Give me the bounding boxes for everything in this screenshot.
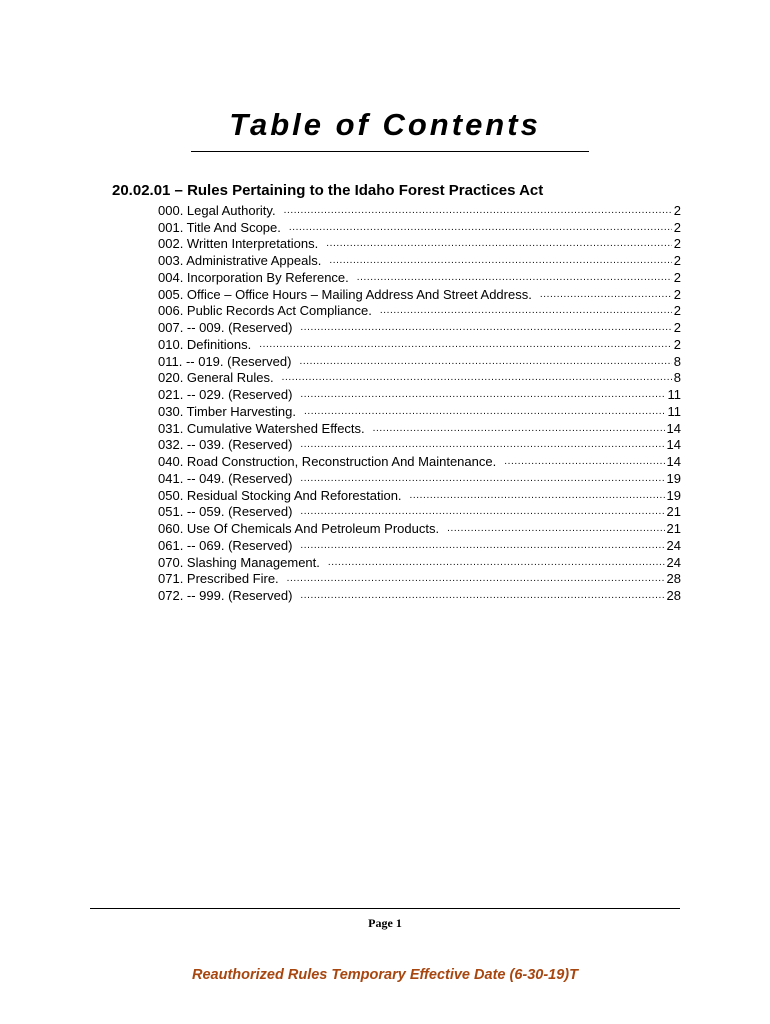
toc-entry[interactable] [158,571,681,588]
toc-entry-label: 070. Slashing Management. [158,554,320,570]
toc-leader-dots [304,404,665,420]
toc-entry-page: 2 [673,202,681,218]
toc-entry[interactable] [158,554,681,571]
toc-entry-page: 2 [673,269,681,285]
toc-entry-label: 060. Use Of Chemicals And Petroleum Products. [158,521,440,536]
toc-leader-dots [540,287,672,303]
chapter-heading: 20.02.01 – Rules Pertaining to the Idaho Forest Practices Act [112,182,544,199]
toc-leader-dots [289,220,672,236]
toc-entry-label: 021. -- 029. (Reserved) [158,387,293,402]
toc-entry-label: 061. -- 069. (Reserved) [158,537,293,553]
toc-entry-label: 006. Public Records Act Compliance. [158,303,372,319]
toc-leader-dots [357,270,672,286]
toc-entry-label: 004. Incorporation By Reference. [158,269,349,285]
toc-leader-dots [300,437,664,453]
toc-entry-label: 071. Prescribed Fire. [158,571,279,587]
toc-leader-dots [287,571,665,587]
toc-entry[interactable] [158,587,681,604]
toc-entry[interactable] [158,319,681,336]
toc-leader-dots [282,370,672,386]
toc-leader-dots [328,555,665,571]
toc-entry-label: 001. Title And Scope. [158,219,281,235]
toc-entry[interactable] [158,202,681,219]
toc-entry-label: 030. Timber Harvesting. [158,403,297,419]
toc-entry-label: 040. Road Construction, Reconstruction And Maintenance. [158,454,497,469]
toc-entry[interactable] [158,420,681,437]
toc-leader-dots [300,387,665,403]
toc-entry-label: 002. Written Interpretations. [158,236,319,252]
toc-entry[interactable] [158,470,681,487]
toc-entry-page: 8 [673,353,681,369]
toc-leader-dots [284,203,672,219]
toc-entry[interactable] [158,286,681,303]
toc-leader-dots [410,488,665,504]
toc-entry-page: 21 [666,504,681,520]
toc-entry[interactable] [158,370,681,387]
toc-entry-page: 21 [666,521,681,536]
toc-entry-label: 020. General Rules. [158,370,274,386]
toc-entry[interactable] [158,269,681,286]
toc-entry-label: 007. -- 009. (Reserved) [158,320,293,335]
toc-entry-page: 24 [666,554,681,570]
toc-entry-page: 2 [673,320,681,335]
toc-entry[interactable] [158,353,681,370]
toc-list [158,202,681,604]
toc-entry-page: 14 [666,454,681,469]
toc-entry-label: 011. -- 019. (Reserved) [158,353,292,369]
toc-leader-dots [300,588,664,604]
toc-leader-dots [300,504,664,520]
toc-entry[interactable] [158,504,681,521]
toc-entry-label: 010. Definitions. [158,336,252,352]
toc-entry[interactable] [158,453,681,470]
toc-entry-label: 005. Office – Office Hours – Mailing Address And Street Address. [158,286,532,302]
footer-divider [90,908,680,909]
effective-date-note: Reauthorized Rules Temporary Effective Date (6-30-19)T [192,967,578,983]
toc-entry-page: 2 [673,286,681,302]
toc-entry-page: 2 [673,336,681,352]
toc-entry-page: 19 [666,470,681,486]
toc-entry[interactable] [158,487,681,504]
toc-leader-dots [326,236,672,252]
toc-entry[interactable] [158,219,681,236]
toc-entry-page: 2 [673,253,681,268]
toc-entry-label: 003. Administrative Appeals. [158,253,322,268]
toc-entry[interactable] [158,537,681,554]
toc-leader-dots [447,521,664,537]
toc-entry-page: 11 [667,403,681,419]
toc-entry-label: 050. Residual Stocking And Reforestation. [158,487,402,503]
toc-entry[interactable] [158,303,681,320]
toc-entry-label: 032. -- 039. (Reserved) [158,437,293,453]
toc-entry-page: 14 [666,420,681,436]
toc-entry[interactable] [158,403,681,420]
toc-entry[interactable] [158,236,681,253]
toc-entry-page: 14 [666,437,681,453]
toc-entry-page: 2 [673,236,681,252]
toc-leader-dots [504,454,664,470]
toc-leader-dots [300,471,664,487]
toc-leader-dots [259,337,672,353]
toc-entry-label: 000. Legal Authority. [158,202,276,218]
page-number: Page 1 [368,916,402,930]
toc-entry-page: 11 [667,387,681,402]
toc-leader-dots [373,421,665,437]
toc-leader-dots [329,253,671,269]
toc-entry-page: 24 [666,537,681,553]
toc-leader-dots [380,303,672,319]
toc-entry-page: 2 [673,303,681,319]
toc-entry-page: 28 [666,571,681,587]
toc-entry[interactable] [158,437,681,454]
toc-leader-dots [299,354,671,370]
toc-entry[interactable] [158,252,681,269]
page-title: Table of Contents [229,106,541,142]
toc-leader-dots [300,320,671,336]
toc-entry-label: 051. -- 059. (Reserved) [158,504,293,520]
toc-entry-page: 28 [666,588,681,603]
title-divider [191,151,589,152]
toc-entry-page: 2 [673,219,681,235]
toc-entry[interactable] [158,520,681,537]
toc-entry-page: 19 [666,487,681,503]
toc-entry-label: 041. -- 049. (Reserved) [158,470,293,486]
toc-entry[interactable] [158,336,681,353]
toc-entry-label: 072. -- 999. (Reserved) [158,588,293,603]
toc-entry-page: 8 [673,370,681,386]
toc-leader-dots [300,538,664,554]
toc-entry-label: 031. Cumulative Watershed Effects. [158,420,365,436]
toc-entry[interactable] [158,386,681,403]
